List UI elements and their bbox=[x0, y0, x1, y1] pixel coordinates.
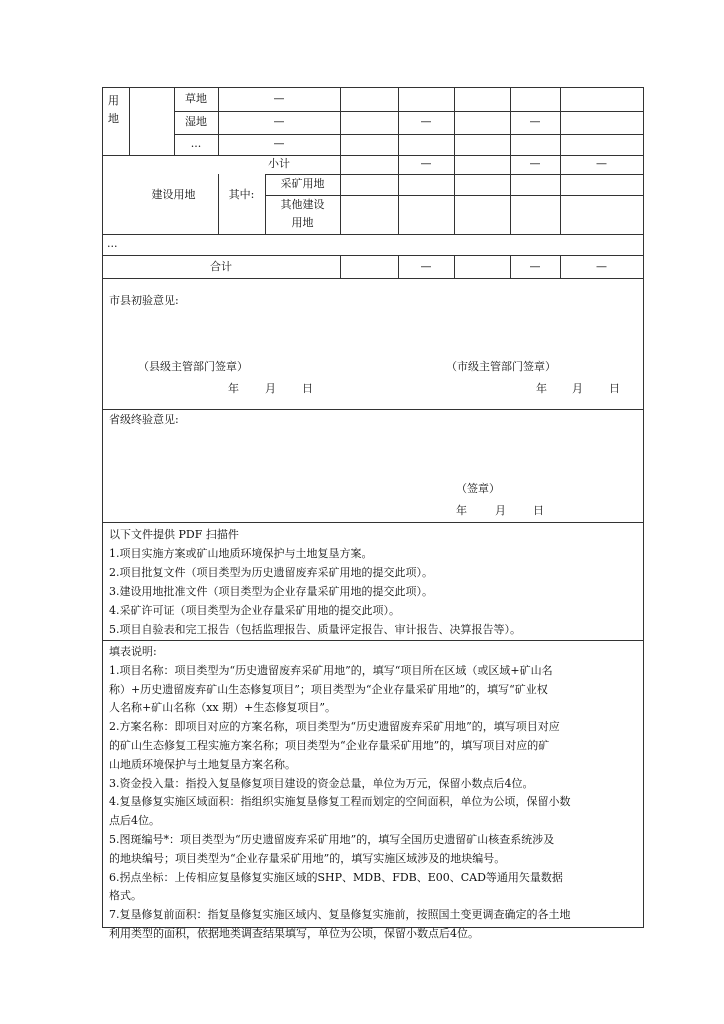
subtotal-label: 小计 bbox=[268, 157, 290, 170]
section-divider bbox=[102, 409, 644, 410]
instruction-line: 利用类型的面积，依据地类调查结果填写，单位为公顷，保留小数点后4位。 bbox=[109, 926, 479, 940]
ellipsis-row: ... bbox=[107, 237, 118, 250]
total-label: 合计 bbox=[210, 260, 232, 273]
grid-line bbox=[340, 255, 341, 278]
grid-line bbox=[174, 134, 644, 135]
instruction-line: 4.复垦修复实施区域面积：指组织实施复垦修复工程而划定的空间面积，单位为公顷，保留小数 bbox=[109, 795, 571, 809]
city-seal-label: （市级主管部门签章） bbox=[446, 360, 556, 373]
date-month: 月 bbox=[265, 382, 276, 395]
grid-line bbox=[218, 174, 219, 234]
mining-land-label: 采矿用地 bbox=[280, 177, 325, 190]
grid-line bbox=[102, 234, 644, 235]
date-day: 日 bbox=[609, 382, 620, 395]
city-review-title: 市县初验意见: bbox=[109, 294, 179, 307]
grid-line bbox=[102, 155, 644, 156]
grid-line bbox=[102, 255, 644, 256]
county-seal-label: （县级主管部门签章） bbox=[138, 360, 248, 373]
date-month: 月 bbox=[495, 504, 506, 517]
dash-cell: — bbox=[420, 115, 432, 128]
dash-cell: — bbox=[529, 115, 541, 128]
dash-cell: — bbox=[273, 115, 285, 128]
instruction-line: 的矿山生态修复工程实施方案名称；项目类型为“企业存量采矿用地”的，填写项目对应的矿 bbox=[109, 738, 550, 752]
row-label-ellipsis: ... bbox=[190, 137, 202, 150]
dash-cell: — bbox=[420, 157, 432, 170]
date-month: 月 bbox=[572, 382, 583, 395]
grid-line bbox=[340, 87, 341, 234]
dash-cell: — bbox=[273, 137, 285, 150]
instruction-line: 山地质环境保护与土地复垦方案名称。 bbox=[109, 757, 296, 771]
instruction-line: 2.方案名称：即项目对应的方案名称，项目类型为“历史遗留废弃采矿用地”的，填写项目对应 bbox=[109, 720, 560, 734]
instruction-line: 人名称+矿山名称（xx 期）+生态修复项目”。 bbox=[109, 701, 336, 715]
of-which-label: 其中: bbox=[228, 188, 255, 201]
files-section bbox=[109, 525, 634, 639]
files-title: 以下文件提供 PDF 扫描件 bbox=[109, 528, 239, 541]
dash-cell: — bbox=[529, 157, 541, 170]
instruction-line: 7.复垦修复前面积：指复垦修复实施区域内、复垦修复实施前，按照国土变更调查确定的各土地 bbox=[109, 908, 571, 922]
file-item: 5.项目自验表和完工报告（包括监理报告、质量评定报告、审计报告、决算报告等）。 bbox=[109, 623, 521, 636]
instructions-section bbox=[109, 643, 634, 944]
file-item: 3.建设用地批准文件（项目类型为企业存量采矿用地的提交此项）。 bbox=[109, 585, 433, 598]
instruction-line: 6.拐点坐标：上传相应复垦修复实施区域的SHP、MDB、FDB、E00、CAD等通用矢量数据 bbox=[109, 870, 563, 884]
instruction-line: 的地块编号；项目类型为“企业存量采矿用地”的，填写实施区域涉及的地块编号。 bbox=[109, 851, 506, 865]
dash-cell: — bbox=[420, 260, 432, 273]
instruction-line: 5.图斑编号*：项目类型为“历史遗留废弃采矿用地”的，填写全国历史遗留矿山核查系统涉及 bbox=[109, 832, 555, 846]
table-border-top bbox=[102, 87, 644, 88]
grid-line bbox=[174, 111, 644, 112]
dash-cell: — bbox=[596, 260, 607, 273]
row-label-wetland: 湿地 bbox=[185, 115, 207, 128]
grid-line bbox=[454, 255, 455, 278]
dash-cell: — bbox=[273, 92, 285, 105]
table-border-left bbox=[102, 87, 103, 928]
instruction-line: 1.项目名称：项目类型为“历史遗留废弃采矿用地”的，填写“项目所在区域（或区域+矿山名 bbox=[109, 663, 553, 677]
date-day: 日 bbox=[302, 382, 313, 395]
grid-line bbox=[129, 87, 130, 155]
other-construction-label: 其他建设 bbox=[280, 198, 325, 211]
section-divider bbox=[102, 522, 644, 523]
province-review-title: 省级终验意见: bbox=[109, 413, 179, 426]
instruction-line: 点后4位。 bbox=[109, 814, 160, 828]
instruction-line: 格式。 bbox=[109, 889, 142, 903]
dash-cell: — bbox=[596, 157, 607, 170]
other-construction-label: 用地 bbox=[291, 216, 314, 229]
section-divider bbox=[102, 640, 644, 641]
dash-cell: — bbox=[529, 260, 541, 273]
row-label-grassland: 草地 bbox=[185, 92, 207, 105]
date-day: 日 bbox=[533, 504, 544, 517]
instruction-line: 3.资金投入量：指投入复垦修复项目建设的资金总量，单位为万元，保留小数点后4位。 bbox=[109, 776, 534, 790]
file-item: 2.项目批复文件（项目类型为历史遗留废弃采矿用地的提交此项）。 bbox=[109, 566, 433, 579]
instructions-title: 填表说明: bbox=[109, 645, 157, 658]
date-year: 年 bbox=[228, 382, 239, 395]
date-year: 年 bbox=[536, 382, 547, 395]
province-seal-label: （签章） bbox=[456, 482, 500, 495]
instruction-line: 称）+历史遗留废弃矿山生态修复项目”；项目类型为“企业存量采矿用地”的，填写“矿业权 bbox=[109, 682, 548, 696]
grid-line bbox=[454, 87, 455, 234]
construction-land-label: 建设用地 bbox=[151, 188, 196, 201]
table-border-right bbox=[643, 87, 644, 928]
date-year: 年 bbox=[456, 504, 467, 517]
file-item: 4.采矿许可证（项目类型为企业存量采矿用地的提交此项）。 bbox=[109, 604, 400, 617]
file-item: 1.项目实施方案或矿山地质环境保护与土地复垦方案。 bbox=[109, 547, 373, 560]
land-use-category-label: 用 地 bbox=[108, 94, 119, 125]
grid-line bbox=[102, 278, 644, 279]
